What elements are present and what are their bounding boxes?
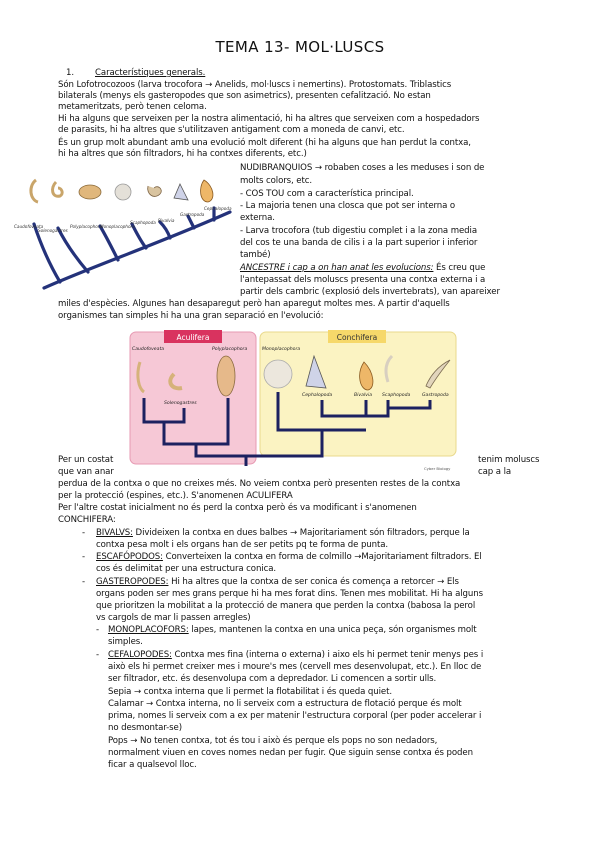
tree-label: Scaphopoda [130,220,156,225]
after-figure-line: Per l'altre costat inicialment no és perd la contxa però és va modificant i s'anomenen [58,503,417,513]
gast-label: GASTEROPODES: [96,577,169,587]
side-line: NUDIBRANQUIOS → robaben coses a les meduses i son de [240,163,485,173]
bullet-dash: - [82,577,86,587]
escaf-item [96,552,482,563]
polyplacophora-sketch [217,356,235,396]
gast-text: Hi ha altres que la contxa de ser conica és comença a retorcer → Els [168,577,459,587]
aculifera-label: Aculifera [176,333,210,342]
tree-label: Bivalvia [158,218,175,223]
after-figure-line: per la protecció (espines, etc.). S'anomenen ACULIFERA [58,491,293,501]
taxon-label: Caudofoveata [132,347,165,352]
tree-label: Solenogastres [38,228,68,233]
ancestor-line: miles d'espècies. Algunes han desaparegut però han aparegut moltes mes. A partir d'aquells [58,299,450,309]
side-line: - Larva trocofora (tub digestiu complet i a la zona media [240,226,477,236]
ancestor-heading: ANCESTRE i cap a on han anat les evolucions: [240,263,434,273]
calamar-line: prima, nomes li serveix com a ex per matenir l'estructura corporal (per poder accelerar i [108,711,482,721]
mono-text: lapes, mantenen la contxa en una unica peça, són organismes molt [188,625,477,635]
bivalvs-text: Divideixen la contxa en dues balbes → Majoritariament són filtradors, perque la [132,528,470,538]
conchifera-label: Conchifera [336,333,378,342]
after-figure-line: perdua de la contxa o que no creixes més. No veiem contxa però presenten restes de la contxa [58,479,461,489]
tree-label: Polyplacophora [70,224,103,229]
mono-item [108,625,477,636]
mono-label: MONOPLACOFORS: [108,625,189,635]
section-number: 1. [66,68,74,78]
side-line: externa. [240,213,275,223]
tree-label: Monoplacophora [100,224,135,229]
intro-line: de parasits, hi ha altres que s'utilitzaven antigament com a moneda de canvi, etc. [58,125,405,135]
escaf-text: Converteixen la contxa en forma de colmillo →Majoritariament filtradors. El [162,552,482,562]
taxon-label: Polyplacophora [212,347,248,352]
pops-line: Pops → No tenen contxa, tot és tou i això és perque els pops no son nedadors, [108,736,438,746]
ancestor-line: partir dels cambric (explosió dels invertebrats), van apareixer [240,287,500,297]
mollusc-evolution-tree-figure [8,172,236,300]
after-figure-line: CONCHIFERA: [58,515,116,525]
tree-label: Caudofoveata [14,224,44,229]
tree-label: Gastropoda [180,212,205,217]
ancestor-heading-rest: És creu que [433,263,486,273]
gast-line: vs cargols de mar li passen arregles) [96,613,251,623]
side-line: del cos te una banda de cilis i a la part superior i inferior [240,238,478,248]
sepia-line: Sepia → contxa interna que li permet la flotabilitat i és queda quiet. [108,687,393,697]
cefa-line: això els hi permet creixer mes i moure's mes (cervell mes desenvolupat, etc.). En lloc de [108,662,482,672]
after-figure-line: Per un costat [58,455,114,465]
bullet-dash: - [82,552,86,562]
bivalvs-line: contxa pesa molt i els organs han de ser petits pq te forma de punta. [96,540,389,550]
bivalvs-label: BIVALVS: [96,528,133,538]
calamar-line: Calamar → Contxa interna, no li serveix com a estructura de flotació perque és molt [108,699,462,709]
taxon-label: Scaphopoda [382,393,411,398]
cefa-line: ser filtrador, etc. és desenvolupa com a depredador. Li comencen a sortir ulls. [108,674,437,684]
bullet-dash: - [96,650,100,660]
bullet-dash: - [82,528,86,538]
taxon-label: Gastropoda [422,393,449,398]
animal-sketches [31,180,213,202]
after-figure-line: cap a la [478,467,512,477]
tree-label: Cephalopoda [204,206,232,211]
taxon-label: Bivalvia [354,393,373,398]
phylogeny-figure [126,326,476,474]
after-figure-line: tenim moluscs [478,455,540,465]
side-line: - La majoria tenen una closca que pot ser interna o [240,201,456,211]
intro-line: Són Lofotrocozoos (larva trocofora → Anelids, mol·luscs i nemertins). Protostomats. Triblastics [58,80,452,90]
intro-line: Hi ha alguns que serveixen per la nostra alimentació, hi ha altres que serveixen com a hospedadors [58,114,480,124]
ancestor-line: organismes tan simples hi ha una gran separació en l'evolució: [58,311,324,321]
gast-line: que prioritzen la mobilitat a la protecció de manera que perden la contxa (babosa la perol [96,601,476,611]
gast-line: organs poden ser mes grans perque hi ha mes forat dins. Tenen mes mobilitat. Hi ha alguns [96,589,483,599]
cefa-item [108,650,483,661]
ancestor-line [240,263,485,274]
monoplacophora-sketch [264,360,292,388]
escaf-label: ESCAFÓPODOS: [96,552,163,562]
cefa-label: CEFALOPODES: [108,650,172,660]
intro-line: hi ha altres que són filtradors, hi ha contxes diferents, etc.) [58,149,307,159]
side-line: també) [240,250,271,260]
side-line: - COS TOU com a característica principal. [240,189,414,199]
taxon-label: Monoplacophora [262,347,301,352]
ancestor-line: l'antepassat dels moluscs presenta una contxa externa i a [240,275,486,285]
pops-line: ficar a qualsevol lloc. [108,760,197,770]
bivalvs-item [96,528,470,539]
gast-item [96,577,459,588]
taxon-label: Cephalopoda [302,393,333,398]
section-heading: Característiques generals. [95,68,206,78]
escaf-line: cos és delimitat per una estructura conica. [96,564,277,574]
side-line: molts colors, etc. [240,176,313,186]
intro-line: metameritzats, però tenen celoma. [58,102,207,112]
intro-line: És un grup molt abundant amb una evolució molt diferent (hi ha alguns que han perdut la contxa, [58,138,471,148]
intro-line: bilaterals (menys els gasteropodes que son asimetrics), presenten cefalització. No estan [58,91,431,101]
figure-credit: Cyber Biology [424,466,451,471]
bullet-dash: - [96,625,100,635]
calamar-line: no desmontar-se) [108,723,182,733]
page-title: TEMA 13- MOL·LUSCS [215,38,385,56]
taxon-label: Solenogastres [164,401,197,406]
mono-line: simples. [108,637,143,647]
pops-line: normalment viuen en coves nomes nedan per fugir. Que siguin sense contxa és poden [108,748,473,758]
after-figure-line: que van anar [58,467,114,477]
cefa-text: Contxa mes fina (interna o externa) i aixo els hi permet tenir menys pes i [171,650,484,660]
